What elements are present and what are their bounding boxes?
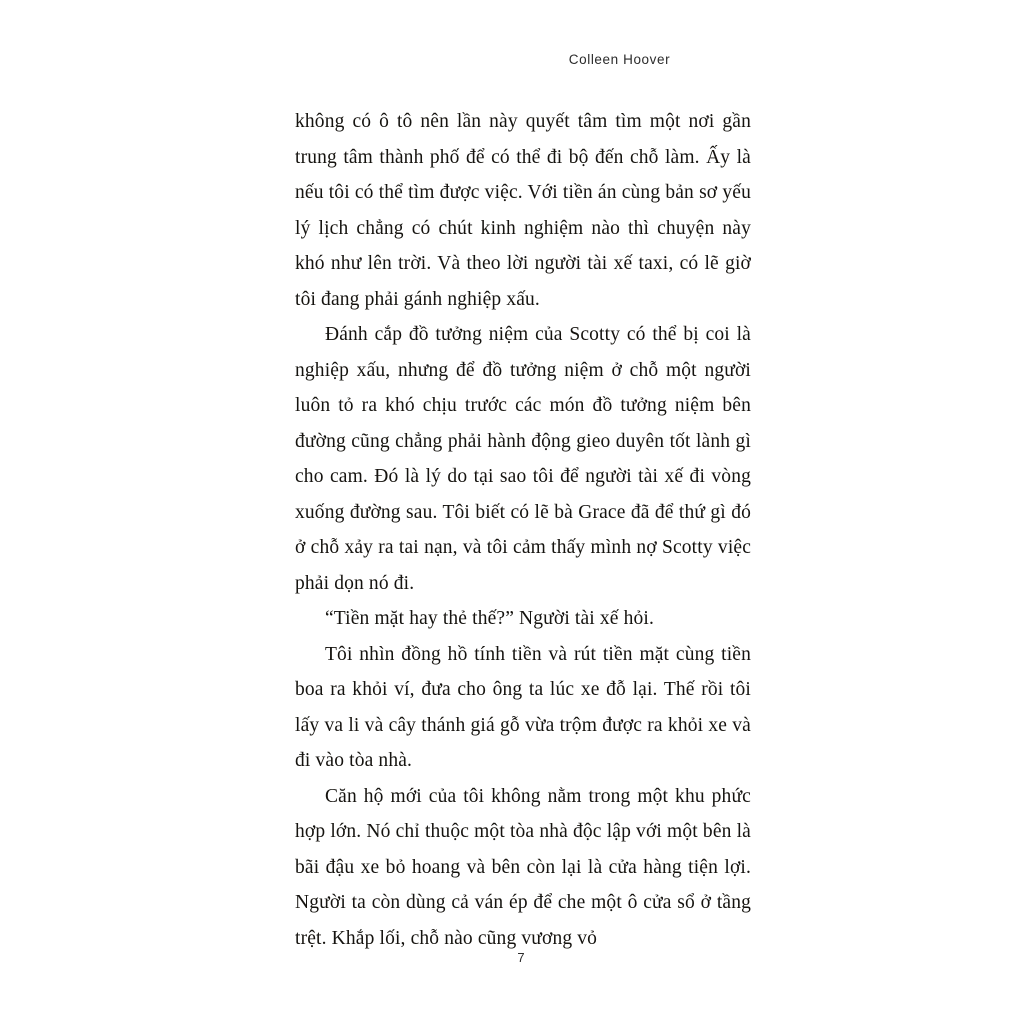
page-number: 7	[517, 950, 525, 965]
body-text	[295, 104, 751, 956]
paragraph: không có ô tô nên lần này quyết tâm tìm một nơi gần trung tâm thành phố để có thể đi bộ đến chỗ làm. Ấy là nếu tôi có thể tìm được việc. Với tiền án cùng bản sơ yếu lý lịch chẳng có chút kinh nghiệm nào thì chuyện này khó như lên trời. Và theo lời người tài xế taxi, có lẽ giờ tôi đang phải gánh nghiệp xấu.	[295, 111, 751, 310]
running-head-author: Colleen Hoover	[568, 52, 671, 67]
paragraph: Tôi nhìn đồng hồ tính tiền và rút tiền mặt cùng tiền boa ra khỏi ví, đưa cho ông ta lúc xe đỗ lại. Thế rồi tôi lấy va li và cây thánh giá gỗ vừa trộm được ra khỏi xe và đi vào tòa nhà.	[295, 643, 751, 771]
paragraph: Căn hộ mới của tôi không nằm trong một khu phức hợp lớn. Nó chỉ thuộc một tòa nhà độc lập với một bên là bãi đậu xe bỏ hoang và bên còn lại là cửa hàng tiện lợi. Người ta còn dùng cả ván ép để che một ô cửa sổ ở tầng trệt. Khắp lối, chỗ nào cũng vương vỏ	[295, 785, 751, 949]
paragraph: “Tiền mặt hay thẻ thế?” Người tài xế hỏi.	[325, 608, 655, 629]
paragraph: Đánh cắp đồ tưởng niệm của Scotty có thể bị coi là nghiệp xấu, nhưng để đồ tưởng niệm ở chỗ một người luôn tỏ ra khó chịu trước các món đồ tưởng niệm bên đường cũng chẳng phải hành động gieo duyên tốt lành gì cho cam. Đó là lý do tại sao tôi để người tài xế đi vòng xuống đường sau. Tôi biết có lẽ bà Grace đã để thứ gì đó ở chỗ xảy ra tai nạn, và tôi cảm thấy mình nợ Scotty việc phải dọn nó đi.	[295, 324, 751, 594]
